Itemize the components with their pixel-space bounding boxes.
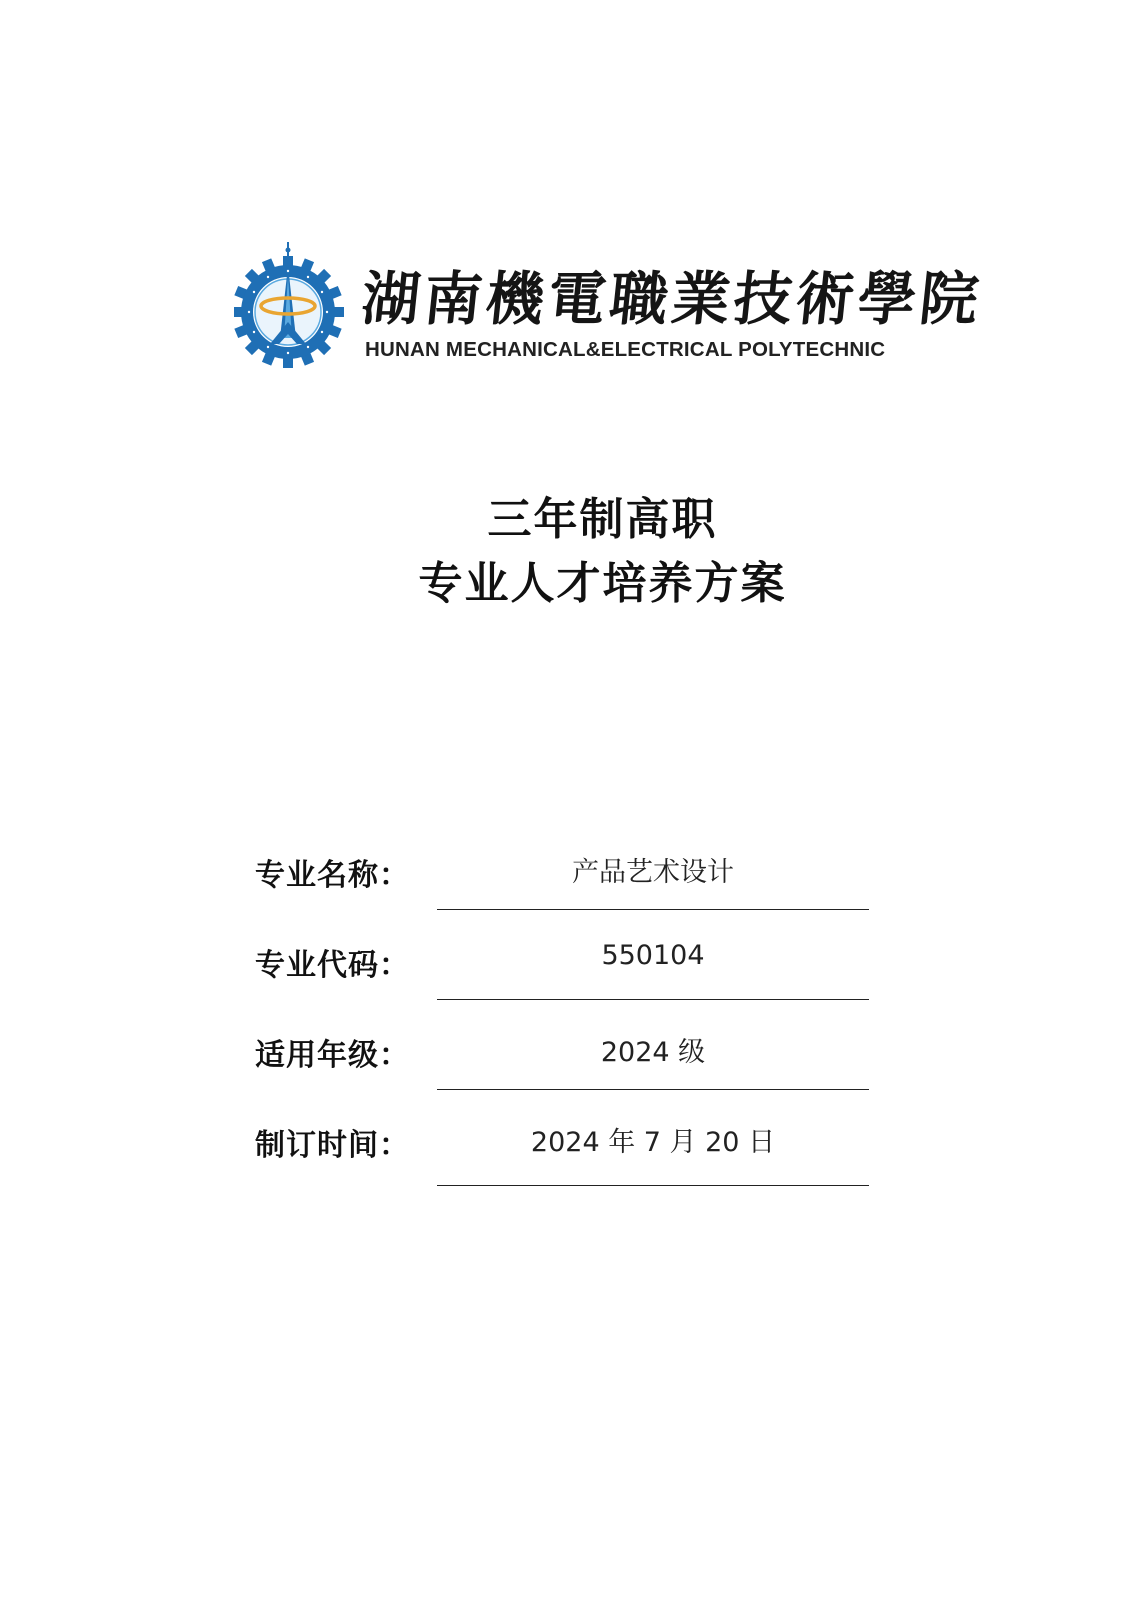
major-name-value: 产品艺术设计 bbox=[572, 857, 734, 888]
info-row-major-name bbox=[255, 838, 875, 928]
school-emblem-gear-icon bbox=[234, 240, 346, 370]
underline bbox=[437, 1185, 869, 1186]
school-logo bbox=[234, 240, 986, 372]
major-code-value: 550104 bbox=[601, 940, 705, 971]
underline bbox=[437, 1089, 869, 1090]
document-info-table bbox=[255, 838, 875, 1198]
school-name-english: HUNAN MECHANICAL&ELECTRICAL POLYTECHNIC bbox=[365, 338, 886, 361]
info-row-date bbox=[255, 1108, 875, 1198]
date-label: 制订时间： bbox=[255, 1128, 410, 1163]
grade-label: 适用年级： bbox=[255, 1038, 410, 1073]
school-name-chinese: 湖南機電職業技術學院 bbox=[358, 265, 986, 333]
major-name-label: 专业名称： bbox=[255, 858, 410, 893]
document-title bbox=[0, 488, 1131, 616]
grade-value: 2024 级 bbox=[600, 1037, 706, 1068]
title-line-1: 三年制高职 bbox=[487, 494, 718, 545]
underline bbox=[437, 909, 869, 910]
underline bbox=[437, 999, 869, 1000]
info-row-major-code bbox=[255, 928, 875, 1018]
date-value: 2024 年 7 月 20 日 bbox=[530, 1127, 776, 1158]
major-code-label: 专业代码： bbox=[255, 948, 410, 983]
title-line-2: 专业人才培养方案 bbox=[418, 558, 787, 609]
info-row-grade bbox=[255, 1018, 875, 1108]
